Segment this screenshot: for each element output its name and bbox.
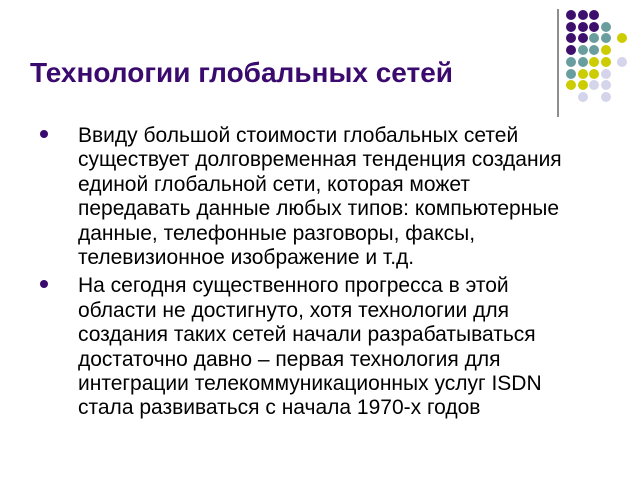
deco-dot [578, 57, 588, 67]
deco-dot [566, 45, 576, 55]
deco-dot [589, 10, 599, 20]
deco-dot [566, 57, 576, 67]
deco-dot [601, 69, 611, 79]
deco-dot [601, 80, 611, 90]
deco-dot [566, 10, 576, 20]
deco-dot [601, 45, 611, 55]
deco-dot [589, 33, 599, 43]
bullet-text-line: достаточно давно – первая технология для [78, 347, 501, 371]
bullet-text-line: Ввиду большой стоимости глобальных сетей [78, 124, 519, 147]
bullet-text-line: стала развиваться с начала 1970-х годов [78, 396, 481, 420]
bullet-item [40, 274, 618, 420]
circle-bullet-icon [40, 130, 48, 138]
deco-dot [578, 10, 588, 20]
deco-dot [566, 33, 576, 43]
bullet-text-line: интеграции телекоммуникационных услуг ISDN [78, 372, 542, 396]
bullet-text-line: области не достигнуто, хотя технологии для [78, 298, 509, 322]
deco-dot [578, 33, 588, 43]
deco-dot [617, 57, 627, 67]
deco-dot [589, 45, 599, 55]
deco-dot [589, 57, 599, 67]
deco-dot [566, 69, 576, 79]
deco-dot [601, 22, 611, 32]
deco-dot [578, 69, 588, 79]
deco-dot [578, 80, 588, 90]
deco-dot [589, 22, 599, 32]
deco-dot [601, 92, 611, 102]
deco-dot [578, 45, 588, 55]
deco-dot [578, 22, 588, 32]
page-title: Технологии глобальных сетей [30, 57, 453, 88]
deco-dot [589, 69, 599, 79]
bullet-text-line: телевизионное изображение и т.д. [78, 246, 415, 270]
bullet-text-line: На сегодня существенного прогресса в этой [78, 274, 509, 298]
bullet-text-line: существует долговременная тенденция создания [78, 148, 562, 172]
dot-pattern-decoration [566, 10, 640, 114]
bullet-list [40, 124, 618, 425]
deco-dot [601, 57, 611, 67]
circle-bullet-icon [40, 280, 48, 288]
bullet-item [40, 124, 618, 270]
bullet-text-line: создания таких сетей начали разрабатываться [78, 323, 536, 347]
deco-dot [578, 92, 588, 102]
vertical-line-decoration [557, 9, 559, 117]
bullet-text-line: единой глобальной сети, которая может [78, 172, 470, 196]
deco-dot [566, 22, 576, 32]
bullet-text-line: данные, телефонные разговоры, факсы, [78, 221, 476, 245]
bullet-text-line: передавать данные любых типов: компьютерные [78, 197, 560, 221]
deco-dot [566, 80, 576, 90]
deco-dot [589, 80, 599, 90]
deco-dot [617, 33, 627, 43]
deco-dot [601, 33, 611, 43]
